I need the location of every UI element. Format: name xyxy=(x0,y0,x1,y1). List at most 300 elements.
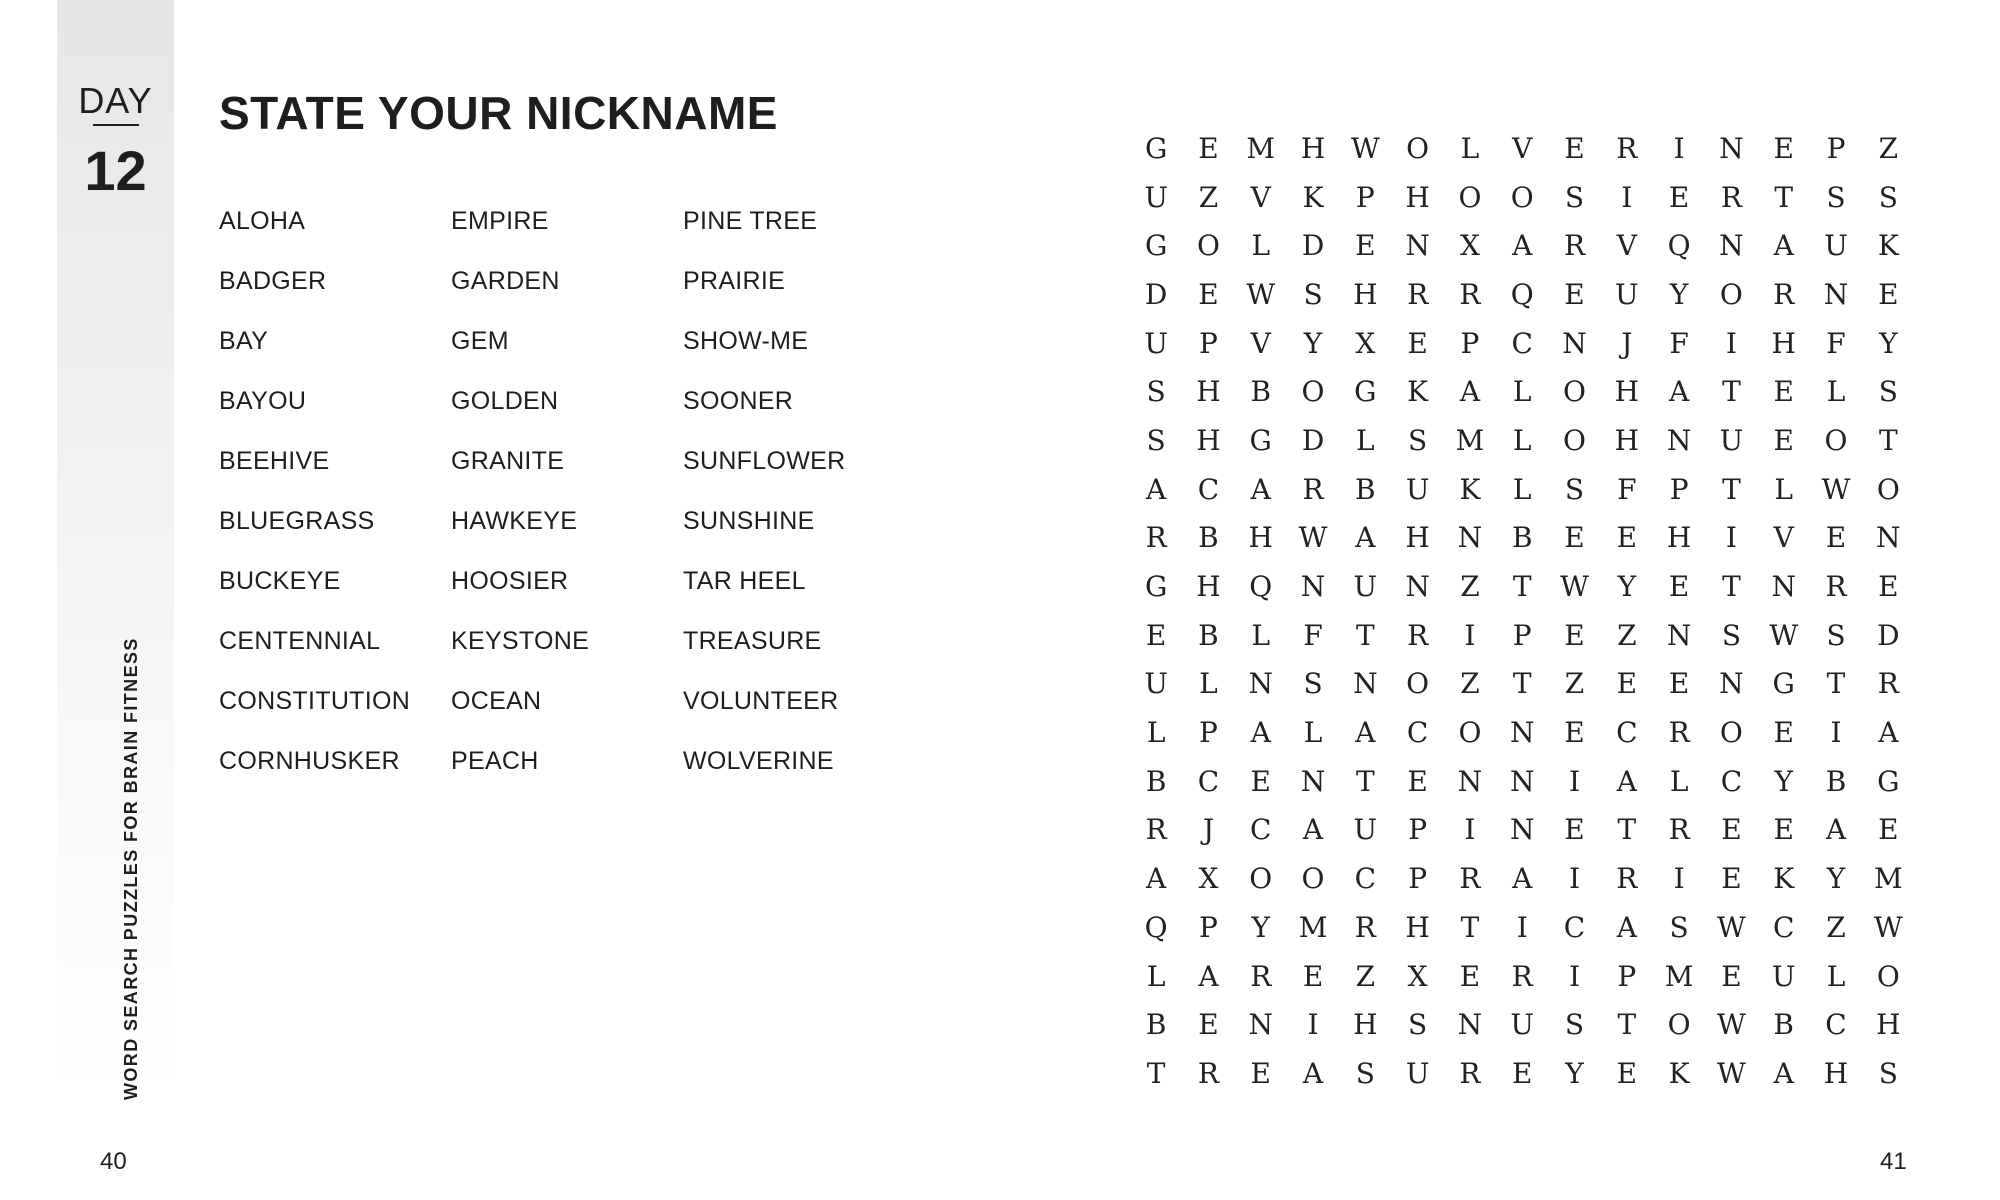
grid-letter: S xyxy=(1408,1008,1428,1042)
grid-letter: C xyxy=(1250,813,1272,847)
grid-letter: Y xyxy=(1774,764,1793,798)
grid-letter: R xyxy=(1145,521,1167,555)
grid-letter: C xyxy=(1772,910,1795,944)
grid-letter: W xyxy=(1298,521,1328,555)
grid-letter: S xyxy=(1303,667,1323,701)
grid-letter: I xyxy=(1516,910,1528,944)
grid-letter: S xyxy=(1826,180,1846,214)
grid-letter: S xyxy=(1878,180,1898,214)
grid-letter: S xyxy=(1355,1056,1375,1090)
grid-letter: B xyxy=(1511,521,1533,555)
grid-letter: O xyxy=(1406,131,1430,165)
grid-letter: N xyxy=(1457,764,1483,798)
grid-letter: R xyxy=(1459,862,1481,896)
grid-letter: O xyxy=(1458,180,1482,214)
grid-letter: L xyxy=(1512,423,1532,457)
grid-letter: E xyxy=(1145,618,1167,652)
grid-letter: R xyxy=(1459,277,1481,311)
grid-letter: O xyxy=(1876,959,1900,993)
grid-letter: N xyxy=(1666,423,1692,457)
grid-letter: S xyxy=(1721,618,1741,652)
grid-letter: G xyxy=(1249,423,1272,457)
grid-letter: A xyxy=(1512,229,1533,263)
grid-letter: P xyxy=(1408,862,1428,896)
grid-letter: T xyxy=(1617,813,1637,847)
grid-letter: L xyxy=(1460,131,1480,165)
grid-letter: O xyxy=(1824,423,1848,457)
grid-letter: L xyxy=(1199,667,1218,701)
grid-letter: E xyxy=(1721,959,1742,993)
grid-letter: N xyxy=(1300,570,1326,604)
grid-letter: O xyxy=(1563,423,1586,457)
grid-letter: X xyxy=(1355,326,1376,360)
word-item: HAWKEYE xyxy=(451,507,578,535)
grid-letter: V xyxy=(1616,229,1637,263)
grid-letter: Q xyxy=(1667,229,1691,263)
grid-letter: S xyxy=(1826,618,1846,652)
grid-letter: W xyxy=(1350,131,1380,165)
grid-letter: C xyxy=(1563,910,1586,944)
grid-letter: N xyxy=(1405,229,1430,263)
grid-letter: T xyxy=(1355,618,1375,652)
grid-letter: C xyxy=(1720,764,1743,798)
grid-letter: E xyxy=(1355,229,1376,263)
grid-letter: A xyxy=(1773,1056,1794,1090)
grid-letter: O xyxy=(1876,472,1900,506)
letter-grid xyxy=(1130,124,1914,1098)
grid-letter: U xyxy=(1353,813,1378,847)
grid-letter: U xyxy=(1144,180,1168,214)
grid-letter: B xyxy=(1145,764,1167,798)
word-item: ALOHA xyxy=(219,207,306,235)
grid-letter: N xyxy=(1771,570,1796,604)
grid-letter: W xyxy=(1821,472,1851,506)
grid-letter: L xyxy=(1303,716,1323,750)
word-item: CENTENNIAL xyxy=(219,627,381,655)
puzzle-title: STATE YOUR NICKNAME xyxy=(219,87,778,139)
grid-letter: H xyxy=(1248,521,1273,555)
grid-letter: I xyxy=(1464,618,1476,652)
grid-letter: G xyxy=(1144,229,1168,263)
word-item: GARDEN xyxy=(451,267,560,295)
grid-letter: H xyxy=(1405,910,1430,944)
grid-letter: K xyxy=(1302,180,1324,214)
grid-letter: P xyxy=(1355,180,1375,214)
grid-letter: R xyxy=(1563,229,1586,263)
grid-letter: B xyxy=(1198,521,1219,555)
grid-letter: P xyxy=(1408,813,1428,847)
grid-letter: A xyxy=(1773,229,1794,263)
grid-letter: R xyxy=(1616,862,1638,896)
grid-letter: E xyxy=(1564,618,1585,652)
grid-letter: N xyxy=(1248,667,1273,701)
word-item: BUCKEYE xyxy=(219,567,341,595)
grid-letter: K xyxy=(1668,1056,1690,1090)
grid-letter: R xyxy=(1668,716,1690,750)
grid-letter: T xyxy=(1512,570,1532,604)
grid-letter: L xyxy=(1251,229,1271,263)
grid-letter: Z xyxy=(1826,910,1846,944)
grid-letter: W xyxy=(1769,618,1799,652)
grid-letter: U xyxy=(1405,472,1430,506)
word-item: GOLDEN xyxy=(451,387,559,415)
grid-letter: W xyxy=(1717,910,1746,944)
grid-letter: U xyxy=(1510,1008,1535,1042)
grid-letter: Y xyxy=(1303,326,1323,360)
grid-letter: F xyxy=(1826,326,1846,360)
word-item: BADGER xyxy=(219,267,327,295)
grid-letter: I xyxy=(1621,180,1633,214)
grid-letter: R xyxy=(1877,667,1899,701)
grid-letter: S xyxy=(1303,277,1323,311)
grid-letter: R xyxy=(1407,277,1429,311)
grid-letter: E xyxy=(1878,813,1899,847)
grid-letter: E xyxy=(1825,521,1847,555)
grid-letter: E xyxy=(1564,131,1585,165)
grid-letter: A xyxy=(1825,813,1847,847)
grid-letter: V xyxy=(1250,326,1271,360)
word-list-column-1 xyxy=(219,203,410,803)
grid-letter: I xyxy=(1568,862,1581,896)
grid-letter: S xyxy=(1669,910,1689,944)
grid-letter: E xyxy=(1407,326,1428,360)
word-item: GRANITE xyxy=(451,447,565,475)
grid-letter: E xyxy=(1407,764,1428,798)
grid-letter: E xyxy=(1198,277,1219,311)
grid-letter: L xyxy=(1146,959,1166,993)
grid-letter: H xyxy=(1614,423,1640,457)
grid-letter: W xyxy=(1246,277,1276,311)
grid-letter: L xyxy=(1512,375,1532,409)
grid-letter: A xyxy=(1616,910,1637,944)
grid-letter: P xyxy=(1199,326,1218,360)
word-item: CORNHUSKER xyxy=(219,747,400,775)
grid-letter: S xyxy=(1878,1056,1898,1090)
grid-letter: E xyxy=(1459,959,1481,993)
grid-letter: S xyxy=(1564,472,1585,506)
grid-letter: V xyxy=(1773,521,1794,555)
grid-letter: E xyxy=(1616,1056,1638,1090)
grid-letter: S xyxy=(1564,1008,1585,1042)
grid-letter: N xyxy=(1353,667,1378,701)
word-item: TAR HEEL xyxy=(683,567,806,595)
grid-letter: S xyxy=(1564,180,1585,214)
grid-letter: U xyxy=(1144,667,1168,701)
grid-letter: R xyxy=(1407,618,1429,652)
grid-letter: H xyxy=(1823,1056,1849,1090)
grid-letter: O xyxy=(1458,716,1482,750)
word-item: CONSTITUTION xyxy=(219,687,411,715)
grid-letter: O xyxy=(1196,229,1220,263)
word-item: WOLVERINE xyxy=(683,747,834,775)
grid-letter: H xyxy=(1876,1008,1901,1042)
page-number-right: 41 xyxy=(1880,1148,1907,1175)
page-number-left: 40 xyxy=(100,1148,127,1175)
grid-letter: J xyxy=(1202,813,1215,847)
grid-letter: L xyxy=(1146,716,1166,750)
grid-letter: W xyxy=(1717,1008,1746,1042)
grid-letter: O xyxy=(1719,716,1743,750)
grid-letter: T xyxy=(1460,910,1480,944)
grid-letter: H xyxy=(1196,375,1221,409)
grid-letter: O xyxy=(1563,375,1586,409)
grid-letter: B xyxy=(1198,618,1219,652)
grid-letter: C xyxy=(1511,326,1533,360)
word-item: EMPIRE xyxy=(451,207,549,235)
grid-letter: A xyxy=(1878,716,1899,750)
grid-letter: T xyxy=(1512,667,1532,701)
grid-letter: R xyxy=(1197,1056,1219,1090)
grid-letter: Y xyxy=(1617,570,1637,604)
grid-letter: E xyxy=(1878,570,1899,604)
grid-letter: E xyxy=(1198,1008,1219,1042)
word-item: SUNSHINE xyxy=(683,507,815,535)
grid-letter: N xyxy=(1666,618,1692,652)
grid-letter: N xyxy=(1719,131,1744,165)
grid-letter: A xyxy=(1198,959,1219,993)
grid-letter: B xyxy=(1355,472,1376,506)
grid-letter: R xyxy=(1459,1056,1481,1090)
grid-letter: E xyxy=(1616,521,1638,555)
grid-letter: K xyxy=(1459,472,1481,506)
grid-letter: H xyxy=(1405,521,1430,555)
grid-letter: R xyxy=(1616,131,1638,165)
grid-letter: M xyxy=(1246,131,1276,165)
grid-letter: I xyxy=(1464,813,1476,847)
grid-letter: E xyxy=(1198,131,1219,165)
grid-letter: E xyxy=(1773,375,1794,409)
grid-letter: U xyxy=(1405,1056,1430,1090)
word-item: BEEHIVE xyxy=(219,447,330,475)
word-item: PEACH xyxy=(451,747,539,775)
word-item: TREASURE xyxy=(683,627,822,655)
grid-letter: E xyxy=(1250,1056,1271,1090)
word-item: KEYSTONE xyxy=(451,627,590,655)
grid-letter: I xyxy=(1307,1008,1319,1042)
grid-letter: R xyxy=(1354,910,1376,944)
grid-letter: Z xyxy=(1198,180,1219,214)
word-item: OCEAN xyxy=(451,687,542,715)
grid-letter: Z xyxy=(1878,131,1899,165)
grid-letter: G xyxy=(1144,131,1168,165)
grid-letter: E xyxy=(1564,813,1585,847)
grid-letter: Z xyxy=(1460,667,1480,701)
grid-letter: E xyxy=(1721,813,1742,847)
grid-letter: A xyxy=(1250,472,1271,506)
grid-letter: N xyxy=(1509,813,1535,847)
grid-letter: E xyxy=(1668,570,1690,604)
grid-letter: A xyxy=(1250,716,1271,750)
grid-letter: G xyxy=(1354,375,1377,409)
grid-letter: S xyxy=(1146,423,1166,457)
grid-letter: L xyxy=(1826,375,1846,409)
grid-letter: E xyxy=(1250,764,1271,798)
day-divider xyxy=(93,124,139,126)
grid-letter: E xyxy=(1668,667,1690,701)
grid-letter: H xyxy=(1666,521,1692,555)
grid-letter: S xyxy=(1408,423,1428,457)
grid-letter: O xyxy=(1667,1008,1691,1042)
grid-letter: N xyxy=(1457,521,1483,555)
word-item: GEM xyxy=(451,327,509,355)
grid-letter: C xyxy=(1197,472,1220,506)
grid-letter: A xyxy=(1669,375,1690,409)
grid-letter: E xyxy=(1564,716,1585,750)
grid-letter: Y xyxy=(1826,862,1846,896)
grid-letter: T xyxy=(1826,667,1846,701)
grid-letter: E xyxy=(1616,667,1638,701)
grid-letter: U xyxy=(1771,959,1796,993)
grid-letter: X xyxy=(1407,959,1428,993)
word-item: PRAIRIE xyxy=(683,267,786,295)
grid-letter: U xyxy=(1719,423,1744,457)
grid-letter: A xyxy=(1146,862,1167,896)
grid-letter: K xyxy=(1407,375,1429,409)
grid-letter: C xyxy=(1197,764,1220,798)
grid-letter: C xyxy=(1825,1008,1847,1042)
word-item: BLUEGRASS xyxy=(219,507,375,535)
grid-letter: A xyxy=(1302,1056,1324,1090)
word-item: BAY xyxy=(219,327,269,355)
grid-letter: N xyxy=(1562,326,1587,360)
word-item: HOOSIER xyxy=(451,567,569,595)
word-item: SOONER xyxy=(683,387,794,415)
grid-letter: D xyxy=(1877,618,1900,652)
running-title: WORD SEARCH PUZZLES FOR BRAIN FITNESS xyxy=(121,637,141,1100)
grid-letter: X xyxy=(1198,862,1219,896)
grid-letter: N xyxy=(1876,521,1901,555)
grid-letter: O xyxy=(1301,375,1325,409)
grid-letter: S xyxy=(1878,375,1898,409)
grid-letter: A xyxy=(1302,813,1324,847)
grid-letter: Y xyxy=(1879,326,1898,360)
grid-letter: T xyxy=(1355,764,1375,798)
grid-letter: O xyxy=(1510,180,1534,214)
grid-letter: P xyxy=(1199,910,1218,944)
grid-letter: N xyxy=(1405,570,1430,604)
grid-letter: R xyxy=(1250,959,1272,993)
grid-letter: T xyxy=(1617,1008,1637,1042)
grid-letter: E xyxy=(1773,716,1794,750)
grid-letter: O xyxy=(1719,277,1743,311)
grid-letter: E xyxy=(1773,423,1794,457)
grid-letter: N xyxy=(1300,764,1326,798)
grid-letter: Y xyxy=(1251,910,1270,944)
grid-letter: C xyxy=(1406,716,1429,750)
grid-letter: W xyxy=(1717,1056,1746,1090)
grid-letter: L xyxy=(1826,959,1846,993)
grid-letter: Z xyxy=(1460,570,1480,604)
grid-letter: F xyxy=(1617,472,1637,506)
grid-letter: T xyxy=(1146,1056,1166,1090)
grid-letter: H xyxy=(1405,180,1430,214)
grid-letter: H xyxy=(1196,570,1221,604)
grid-letter: I xyxy=(1725,521,1737,555)
grid-letter: A xyxy=(1512,862,1533,896)
grid-letter: Z xyxy=(1355,959,1376,993)
grid-letter: V xyxy=(1250,180,1271,214)
grid-letter: E xyxy=(1512,1056,1533,1090)
grid-letter: H xyxy=(1196,423,1221,457)
grid-letter: P xyxy=(1460,326,1480,360)
grid-letter: I xyxy=(1568,764,1581,798)
grid-letter: B xyxy=(1250,375,1272,409)
grid-letter: A xyxy=(1355,716,1376,750)
grid-letter: Z xyxy=(1564,667,1585,701)
grid-letter: R xyxy=(1145,813,1167,847)
grid-letter: G xyxy=(1877,764,1900,798)
grid-letter: D xyxy=(1301,423,1325,457)
grid-letter: M xyxy=(1873,862,1903,896)
grid-letter: N xyxy=(1719,667,1744,701)
grid-letter: T xyxy=(1774,180,1794,214)
grid-letter: E xyxy=(1721,862,1742,896)
grid-letter: H xyxy=(1614,375,1640,409)
word-item: PINE TREE xyxy=(683,207,818,235)
grid-letter: Q xyxy=(1510,277,1534,311)
grid-letter: H xyxy=(1300,131,1326,165)
word-list-column-3 xyxy=(683,203,845,803)
grid-letter: P xyxy=(1826,131,1846,165)
grid-letter: B xyxy=(1825,764,1847,798)
grid-letter: B xyxy=(1145,1008,1167,1042)
day-label: DAY xyxy=(78,80,153,121)
day-number: 12 xyxy=(84,139,147,202)
grid-letter: W xyxy=(1560,570,1589,604)
grid-letter: C xyxy=(1354,862,1377,896)
grid-letter: A xyxy=(1616,764,1637,798)
grid-letter: E xyxy=(1773,813,1794,847)
grid-letter: R xyxy=(1302,472,1324,506)
word-item: VOLUNTEER xyxy=(683,687,839,715)
grid-letter: H xyxy=(1353,1008,1378,1042)
grid-letter: L xyxy=(1669,764,1689,798)
grid-letter: O xyxy=(1406,667,1430,701)
grid-letter: G xyxy=(1144,570,1168,604)
grid-letter: R xyxy=(1720,180,1742,214)
grid-letter: I xyxy=(1830,716,1842,750)
grid-letter: P xyxy=(1512,618,1532,652)
grid-letter: R xyxy=(1825,570,1847,604)
grid-letter: H xyxy=(1771,326,1796,360)
grid-letter: F xyxy=(1669,326,1689,360)
grid-letter: O xyxy=(1249,862,1273,896)
grid-letter: K xyxy=(1773,862,1795,896)
grid-letter: R xyxy=(1668,813,1690,847)
grid-letter: N xyxy=(1509,764,1535,798)
grid-letter: E xyxy=(1564,521,1585,555)
grid-letter: E xyxy=(1773,131,1794,165)
grid-letter: K xyxy=(1877,229,1899,263)
grid-letter: P xyxy=(1669,472,1689,506)
word-item: BAYOU xyxy=(219,387,307,415)
grid-letter: A xyxy=(1459,375,1481,409)
grid-letter: N xyxy=(1457,1008,1483,1042)
grid-letter: I xyxy=(1673,131,1685,165)
word-list-column-2 xyxy=(451,203,589,803)
grid-letter: A xyxy=(1355,521,1376,555)
word-item: SUNFLOWER xyxy=(683,447,846,475)
grid-letter: S xyxy=(1146,375,1166,409)
grid-letter: U xyxy=(1353,570,1378,604)
grid-letter: T xyxy=(1722,570,1741,604)
grid-letter: U xyxy=(1144,326,1168,360)
grid-letter: E xyxy=(1564,277,1585,311)
grid-letter: O xyxy=(1301,862,1325,896)
grid-letter: B xyxy=(1773,1008,1794,1042)
grid-letter: E xyxy=(1878,277,1899,311)
grid-letter: I xyxy=(1673,862,1685,896)
